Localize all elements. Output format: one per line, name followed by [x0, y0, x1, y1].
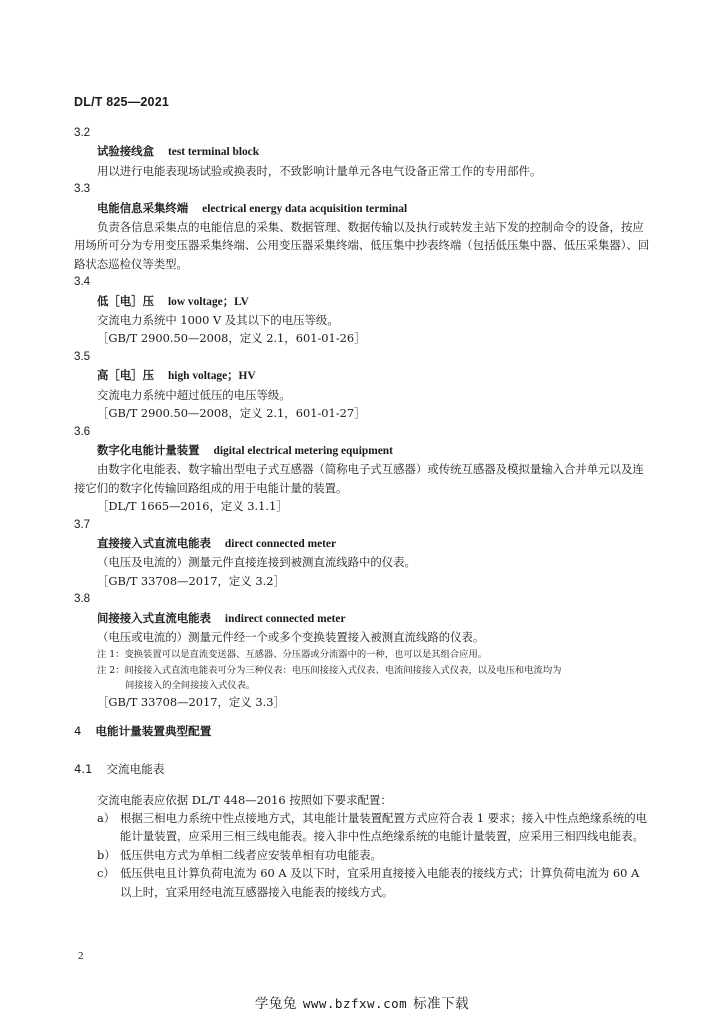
term-chinese: 试验接线盒	[97, 144, 154, 159]
term-english: indirect connected meter	[224, 612, 346, 625]
list-marker: c）	[97, 866, 115, 881]
term-english: test terminal block	[167, 146, 260, 159]
term-definition: 用以进行电能表现场试验或换表时，不致影响计量单元各电气设备正常工作的专用部件。	[97, 163, 542, 178]
term-heading	[74, 609, 650, 628]
clause-number: 3.8	[74, 592, 91, 606]
list-item-text: 低压供电方式为单相二线者应安装单相有功电能表。	[120, 847, 382, 862]
term-heading	[74, 292, 650, 311]
term-english: low voltage；LV	[167, 295, 249, 308]
clause-number: 3.4	[74, 275, 91, 289]
list-item-text: 低压供电且计算负荷电流为 60 A 及以下时，宜采用直接接入电能表的接线方式；计算负荷电流为 60 A 以上时，宜采用经电流互感器接入电能表的接线方式。	[120, 866, 640, 899]
footer-url-link[interactable]: www.bzfxw.com	[302, 996, 408, 1011]
section-number: 4	[74, 723, 82, 738]
term-definition: 交流电力系统中超过低压的电压等级。	[97, 387, 291, 402]
term-reference: ［GB/T 2900.50—2008，定义 2.1，601-01-26］	[97, 331, 366, 346]
term-entry-3-3	[74, 180, 650, 273]
term-chinese: 高［电］压	[97, 368, 154, 383]
page-number: 2	[78, 950, 84, 962]
section-4-heading	[74, 722, 650, 740]
section-number: 4.1	[74, 762, 93, 777]
term-definition: 由数字化电能表、数字输出型电子式互感器（简称电子式互感器）或传统互感器及模拟量输入合并单元以及连接它们的数字化传输回路组成的用于电能计量的装置。	[74, 462, 644, 495]
term-entry-3-7	[74, 516, 650, 591]
clause-number: 3.7	[74, 517, 91, 531]
term-chinese: 直接接入式直流电能表	[97, 535, 211, 550]
term-reference: ［DL/T 1665—2016，定义 3.1.1］	[97, 499, 288, 514]
term-reference: ［GB/T 33708—2017，定义 3.2］	[97, 573, 285, 588]
list-marker: b）	[97, 847, 116, 862]
note-2-line-2: 间接接入的全间接接入式仪表。	[125, 680, 256, 692]
section-title: 交流电能表	[106, 762, 165, 777]
list-item-b	[74, 846, 650, 864]
term-reference: ［GB/T 33708—2017，定义 3.3］	[97, 695, 285, 710]
term-definition: 交流电力系统中 1000 V 及其以下的电压等级。	[97, 313, 339, 328]
term-entry-3-4	[74, 273, 650, 348]
term-definition: 负责各信息采集点的电能信息的采集、数据管理、数据传输以及执行或转发主站下发的控制命令的设备，按应用场所可分为专用变压器采集终端、公用变压器采集终端、低压集中抄表终端（包括低压集中器、低压采集器）、回路状态巡检仪等类型。	[74, 220, 650, 271]
section-intro: 交流电能表应依据 DL/T 448—2016 按照如下要求配置：	[97, 792, 392, 807]
clause-number: 3.5	[74, 349, 91, 363]
term-english: electrical energy data acquisition terminal	[202, 202, 408, 215]
term-definition: （电压或电流的）测量元件经一个或多个变换装置接入被测直流线路的仪表。	[97, 629, 485, 644]
clause-number: 3.6	[74, 424, 91, 438]
term-entry-3-8	[74, 590, 650, 712]
site-footer	[0, 992, 724, 1012]
footer-site-name: 学兔兔	[254, 996, 297, 1012]
term-chinese: 间接接入式直流电能表	[97, 610, 211, 625]
term-heading	[74, 366, 650, 385]
term-heading	[74, 142, 650, 161]
term-chinese: 电能信息采集终端	[97, 200, 189, 215]
term-heading	[74, 534, 650, 553]
term-entry-3-6	[74, 423, 650, 516]
list-item-text: 根据三相电力系统中性点接地方式，其电能计量装置配置方式应符合表 1 要求；接入中性点绝缘系统的电能计量装置，应采用三相三线电能表。接入非中性点绝缘系统的电能计量装置，应采用三相四线电能表。	[120, 811, 648, 844]
note-2-line-1: 注 2：间接接入式直流电能表可分为三种仪表：电压间接接入式仪表、电流间接接入式仪表，以及电压和电流均为	[97, 665, 562, 677]
document-body	[74, 124, 650, 901]
term-reference: ［GB/T 2900.50—2008，定义 2.1，601-01-27］	[97, 406, 366, 421]
term-english: high voltage；HV	[167, 370, 256, 383]
list-marker: a）	[97, 811, 116, 825]
note-1: 注 1：变换装置可以是直流变送器、互感器、分压器或分流器中的一种，也可以是其组合应用。	[97, 649, 488, 661]
document-code-header: DL/T 825—2021	[74, 95, 170, 109]
term-definition: （电压及电流的）测量元件直接连接到被测直流线路中的仪表。	[97, 555, 416, 570]
term-entry-3-5	[74, 348, 650, 423]
list-item-c	[74, 864, 650, 901]
term-chinese: 数字化电能计量装置	[97, 442, 200, 457]
term-english: digital electrical metering equipment	[213, 444, 393, 457]
list-item-a	[74, 809, 650, 846]
section-4-1-heading	[74, 760, 650, 778]
term-chinese: 低［电］压	[97, 293, 154, 308]
term-heading	[74, 441, 650, 460]
term-entry-3-2	[74, 124, 650, 180]
term-english: direct connected meter	[224, 537, 337, 550]
footer-tagline: 标准下载	[413, 996, 470, 1012]
term-heading	[74, 199, 650, 218]
clause-number: 3.3	[74, 182, 91, 196]
clause-number: 3.2	[74, 126, 91, 139]
note-2	[74, 663, 650, 693]
section-title: 电能计量装置典型配置	[95, 723, 212, 738]
